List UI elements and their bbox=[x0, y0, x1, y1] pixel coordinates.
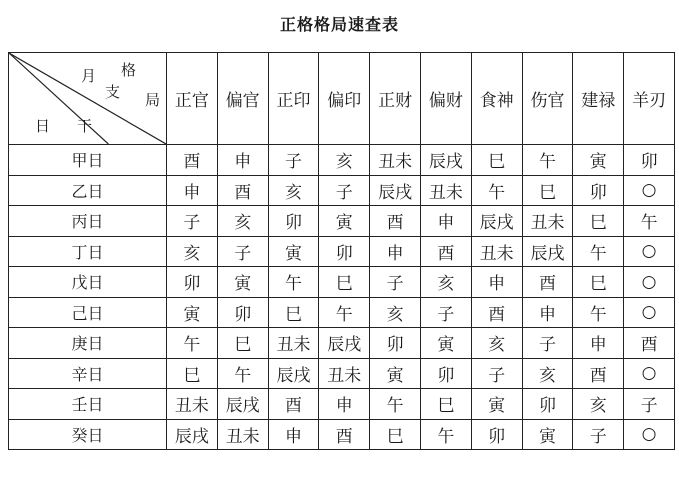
branch-cell: 亥 bbox=[522, 358, 573, 389]
branch-cell: 巳 bbox=[573, 267, 624, 298]
branch-cell: 巳 bbox=[268, 297, 319, 328]
table-row bbox=[9, 175, 675, 206]
corner-label-yue: 月 bbox=[81, 67, 97, 85]
branch-cell: 丑未 bbox=[522, 206, 573, 237]
branch-cell: 卯 bbox=[420, 358, 471, 389]
branch-cell: 亥 bbox=[471, 328, 522, 359]
branch-cell: 卯 bbox=[624, 145, 675, 176]
branch-cell: 申 bbox=[522, 297, 573, 328]
branch-cell: 辰戌 bbox=[217, 389, 268, 420]
branch-cell: 巳 bbox=[522, 175, 573, 206]
branch-cell: 巳 bbox=[167, 358, 218, 389]
branch-cell: ○ bbox=[624, 297, 675, 328]
table-row bbox=[9, 389, 675, 420]
branch-cell: 午 bbox=[573, 236, 624, 267]
branch-cell: 午 bbox=[573, 297, 624, 328]
branch-cell: 巳 bbox=[573, 206, 624, 237]
branch-cell: 亥 bbox=[217, 206, 268, 237]
column-header: 伤官 bbox=[522, 53, 573, 145]
column-header: 偏官 bbox=[217, 53, 268, 145]
branch-cell: 卯 bbox=[370, 328, 421, 359]
branch-cell: 酉 bbox=[420, 236, 471, 267]
branch-cell: 卯 bbox=[167, 267, 218, 298]
branch-cell: 午 bbox=[370, 389, 421, 420]
table-title: 正格格局速查表 bbox=[279, 15, 399, 34]
branch-cell: 寅 bbox=[370, 358, 421, 389]
branch-cell: 午 bbox=[319, 297, 370, 328]
branch-cell: ○ bbox=[624, 419, 675, 450]
branch-cell: 辰戌 bbox=[268, 358, 319, 389]
branch-cell: 申 bbox=[420, 206, 471, 237]
branch-cell: 子 bbox=[167, 206, 218, 237]
branch-cell: 丑未 bbox=[471, 236, 522, 267]
branch-cell: 辰戌 bbox=[319, 328, 370, 359]
branch-cell: ○ bbox=[624, 267, 675, 298]
branch-cell: 子 bbox=[573, 419, 624, 450]
branch-cell: ○ bbox=[624, 175, 675, 206]
branch-cell: 巳 bbox=[471, 145, 522, 176]
corner-label-ju: 局 bbox=[145, 91, 161, 109]
branch-cell: 丑未 bbox=[420, 175, 471, 206]
corner-label-gan: 干 bbox=[77, 117, 93, 135]
branch-cell: 卯 bbox=[217, 297, 268, 328]
table-row bbox=[9, 145, 675, 176]
branch-cell: 申 bbox=[217, 145, 268, 176]
branch-cell: 午 bbox=[420, 419, 471, 450]
branch-cell: 酉 bbox=[268, 389, 319, 420]
branch-cell: 午 bbox=[167, 328, 218, 359]
branch-cell: 亥 bbox=[268, 175, 319, 206]
branch-cell: 酉 bbox=[319, 419, 370, 450]
table-row bbox=[9, 297, 675, 328]
day-stem-cell: 辛日 bbox=[9, 358, 167, 389]
branch-cell: 亥 bbox=[370, 297, 421, 328]
branch-cell: 亥 bbox=[420, 267, 471, 298]
branch-cell: 子 bbox=[522, 328, 573, 359]
branch-cell: 子 bbox=[217, 236, 268, 267]
branch-cell: 午 bbox=[522, 145, 573, 176]
column-header: 羊刃 bbox=[624, 53, 675, 145]
branch-cell: 寅 bbox=[573, 145, 624, 176]
branch-cell: 午 bbox=[217, 358, 268, 389]
branch-cell: 丑未 bbox=[268, 328, 319, 359]
branch-cell: 酉 bbox=[471, 297, 522, 328]
corner-label-ri: 日 bbox=[35, 117, 51, 135]
branch-cell: 巳 bbox=[319, 267, 370, 298]
table-body bbox=[9, 145, 675, 450]
table-row bbox=[9, 419, 675, 450]
corner-cell bbox=[9, 53, 167, 145]
branch-cell: 申 bbox=[573, 328, 624, 359]
branch-cell: 申 bbox=[471, 267, 522, 298]
branch-cell: 子 bbox=[268, 145, 319, 176]
branch-cell: 辰戌 bbox=[420, 145, 471, 176]
day-stem-cell: 乙日 bbox=[9, 175, 167, 206]
table-row bbox=[9, 236, 675, 267]
branch-cell: 巳 bbox=[370, 419, 421, 450]
table-row bbox=[9, 328, 675, 359]
branch-cell: 辰戌 bbox=[471, 206, 522, 237]
branch-cell: 申 bbox=[319, 389, 370, 420]
branch-cell: 子 bbox=[420, 297, 471, 328]
branch-cell: 丑未 bbox=[319, 358, 370, 389]
branch-cell: 亥 bbox=[573, 389, 624, 420]
branch-cell: ○ bbox=[624, 358, 675, 389]
branch-cell: 申 bbox=[370, 236, 421, 267]
branch-cell: 酉 bbox=[522, 267, 573, 298]
column-header: 建禄 bbox=[573, 53, 624, 145]
day-stem-cell: 癸日 bbox=[9, 419, 167, 450]
day-stem-cell: 甲日 bbox=[9, 145, 167, 176]
column-header: 偏印 bbox=[319, 53, 370, 145]
day-stem-cell: 庚日 bbox=[9, 328, 167, 359]
branch-cell: 酉 bbox=[167, 145, 218, 176]
corner-label-zhi: 支 bbox=[105, 83, 121, 101]
branch-cell: 卯 bbox=[319, 236, 370, 267]
column-header: 正印 bbox=[268, 53, 319, 145]
day-stem-cell: 丙日 bbox=[9, 206, 167, 237]
branch-cell: 寅 bbox=[217, 267, 268, 298]
branch-cell: 丑未 bbox=[370, 145, 421, 176]
branch-cell: 丑未 bbox=[217, 419, 268, 450]
branch-cell: 亥 bbox=[319, 145, 370, 176]
branch-cell: 酉 bbox=[217, 175, 268, 206]
lookup-table bbox=[8, 52, 675, 450]
branch-cell: 子 bbox=[370, 267, 421, 298]
table-row bbox=[9, 267, 675, 298]
branch-cell: 寅 bbox=[420, 328, 471, 359]
table-row bbox=[9, 358, 675, 389]
day-stem-cell: 丁日 bbox=[9, 236, 167, 267]
table-row bbox=[9, 206, 675, 237]
branch-cell: 酉 bbox=[624, 328, 675, 359]
branch-cell: 午 bbox=[624, 206, 675, 237]
branch-cell: 寅 bbox=[522, 419, 573, 450]
column-header: 偏财 bbox=[420, 53, 471, 145]
day-stem-cell: 己日 bbox=[9, 297, 167, 328]
day-stem-cell: 壬日 bbox=[9, 389, 167, 420]
branch-cell: 酉 bbox=[573, 358, 624, 389]
branch-cell: 辰戌 bbox=[522, 236, 573, 267]
branch-cell: 巳 bbox=[217, 328, 268, 359]
branch-cell: 卯 bbox=[522, 389, 573, 420]
column-header: 正财 bbox=[370, 53, 421, 145]
branch-cell: 寅 bbox=[268, 236, 319, 267]
branch-cell: 巳 bbox=[420, 389, 471, 420]
branch-cell: 午 bbox=[268, 267, 319, 298]
column-header: 食神 bbox=[471, 53, 522, 145]
corner-label-ge: 格 bbox=[121, 61, 137, 79]
branch-cell: 寅 bbox=[471, 389, 522, 420]
branch-cell: 寅 bbox=[167, 297, 218, 328]
branch-cell: 寅 bbox=[319, 206, 370, 237]
branch-cell: 申 bbox=[268, 419, 319, 450]
branch-cell: 酉 bbox=[370, 206, 421, 237]
header-row bbox=[9, 53, 675, 145]
branch-cell: 辰戌 bbox=[370, 175, 421, 206]
branch-cell: 卯 bbox=[471, 419, 522, 450]
column-header: 正官 bbox=[167, 53, 218, 145]
branch-cell: 午 bbox=[471, 175, 522, 206]
branch-cell: 申 bbox=[167, 175, 218, 206]
branch-cell: 亥 bbox=[167, 236, 218, 267]
branch-cell: 子 bbox=[471, 358, 522, 389]
day-stem-cell: 戊日 bbox=[9, 267, 167, 298]
branch-cell: 丑未 bbox=[167, 389, 218, 420]
branch-cell: 卯 bbox=[573, 175, 624, 206]
branch-cell: ○ bbox=[624, 236, 675, 267]
branch-cell: 辰戌 bbox=[167, 419, 218, 450]
branch-cell: 子 bbox=[319, 175, 370, 206]
branch-cell: 卯 bbox=[268, 206, 319, 237]
branch-cell: 子 bbox=[624, 389, 675, 420]
